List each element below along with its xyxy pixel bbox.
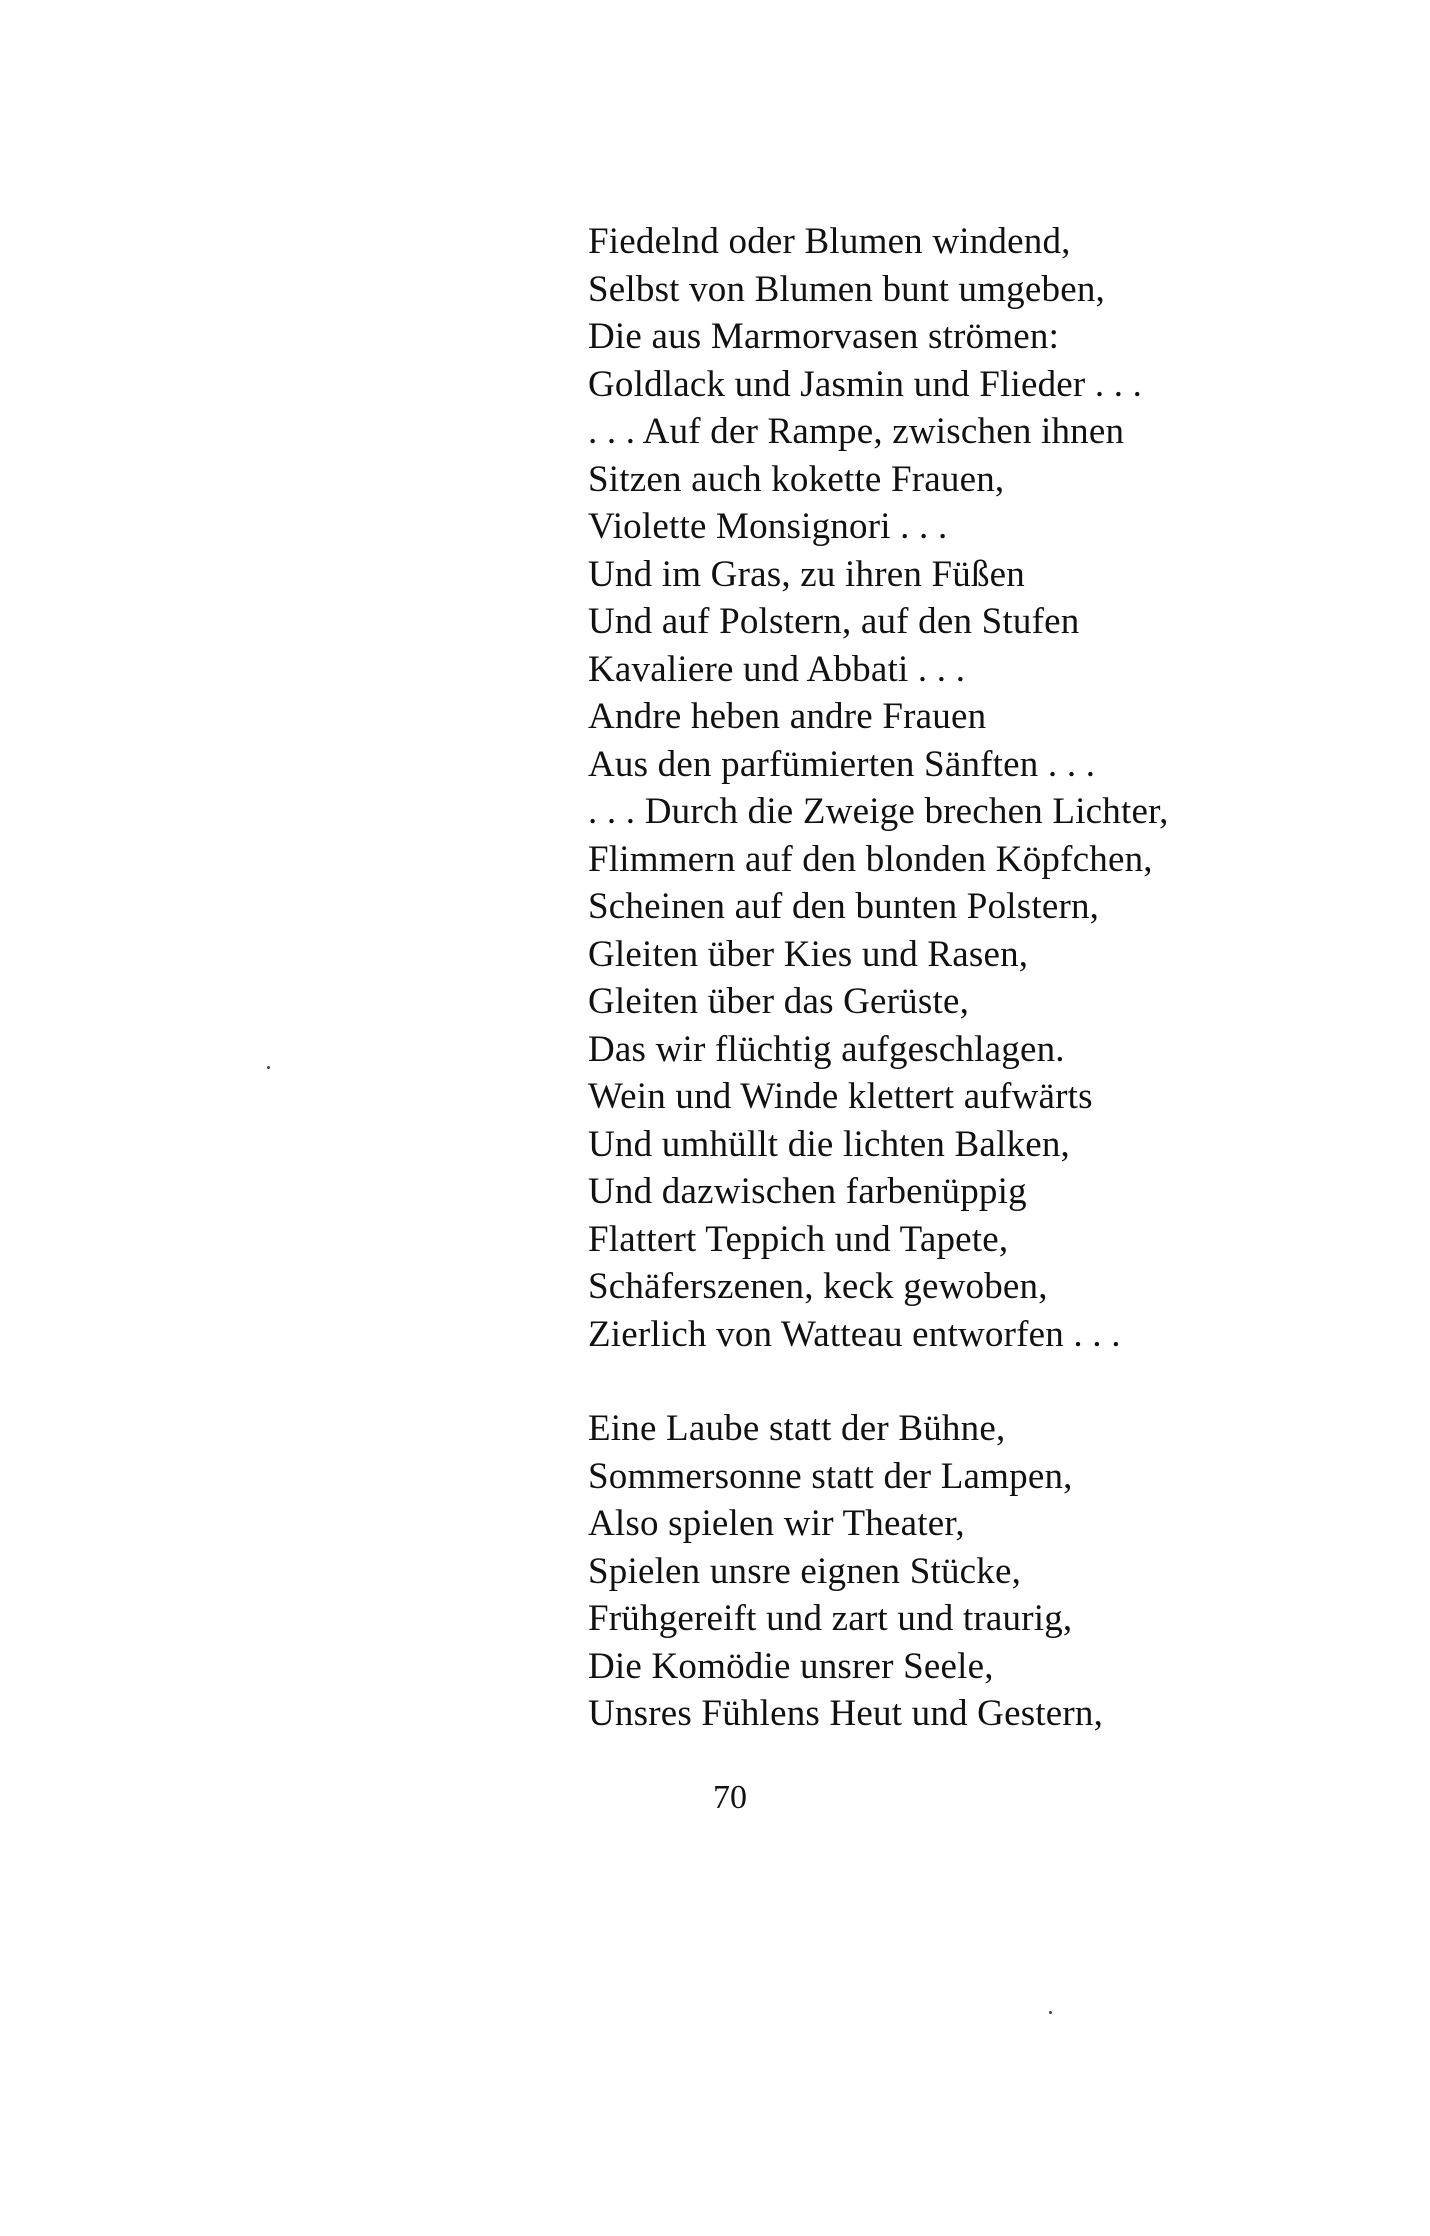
poem-line: Kavaliere und Abbati . . .	[588, 648, 966, 690]
page-number: 70	[713, 1779, 747, 1816]
poem-line: Und im Gras, zu ihren Füßen	[588, 553, 1025, 595]
poem-line: Flimmern auf den blonden Köpfchen,	[588, 838, 1153, 880]
poem-line: Scheinen auf den bunten Polstern,	[588, 886, 1100, 927]
poem-line: Aus den parfümierten Sänften . . .	[588, 743, 1096, 785]
poem-line: Unsres Fühlens Heut und Gestern,	[588, 1693, 1104, 1734]
poem-line: Fiedelnd oder Blumen windend,	[588, 221, 1071, 262]
poem-line: Also spielen wir Theater,	[588, 1503, 965, 1544]
poem-line: Und dazwischen farbenüppig	[588, 1171, 1027, 1212]
poem-line: Sommersonne statt der Lampen,	[588, 1455, 1073, 1497]
poem-line: Gleiten über das Gerüste,	[588, 981, 970, 1022]
poem-line: Das wir flüchtig aufgeschlagen.	[588, 1028, 1065, 1070]
poem-line: Sitzen auch kokette Frauen,	[588, 458, 1005, 500]
stanza-2	[588, 1405, 1348, 1738]
scan-speck	[267, 1066, 270, 1069]
poem-line: Die aus Marmorvasen strömen:	[588, 316, 1060, 357]
poem-line: Goldlack und Jasmin und Flieder . . .	[588, 363, 1143, 405]
poem-line: Frühgereift und zart und traurig,	[588, 1598, 1073, 1639]
poem-line: Und auf Polstern, auf den Stufen	[588, 601, 1080, 642]
poem-line: Flattert Teppich und Tapete,	[588, 1218, 1009, 1260]
poem-line: Gleiten über Kies und Rasen,	[588, 933, 1029, 975]
stanza-1	[588, 218, 1348, 1358]
poem-line: Und umhüllt die lichten Balken,	[588, 1123, 1070, 1165]
poem-line: Wein und Winde klettert aufwärts	[588, 1076, 1093, 1117]
poem-text	[588, 218, 1348, 1738]
poem-line: Schäferszenen, keck gewoben,	[588, 1266, 1048, 1307]
poem-line: . . . Auf der Rampe, zwischen ihnen	[588, 411, 1125, 452]
scan-speck	[1049, 2011, 1052, 2014]
poem-line: . . . Durch die Zweige brechen Lichter,	[588, 791, 1169, 832]
poem-line: Spielen unsre eignen Stücke,	[588, 1550, 1022, 1592]
poem-line: Violette Monsignori . . .	[588, 506, 948, 547]
poem-line: Zierlich von Watteau entworfen . . .	[588, 1313, 1121, 1355]
poem-line: Andre heben andre Frauen	[588, 696, 987, 737]
poem-line: Selbst von Blumen bunt umgeben,	[588, 268, 1105, 310]
poem-line: Die Komödie unsrer Seele,	[588, 1645, 994, 1687]
poem-line: Eine Laube statt der Bühne,	[588, 1408, 1006, 1449]
